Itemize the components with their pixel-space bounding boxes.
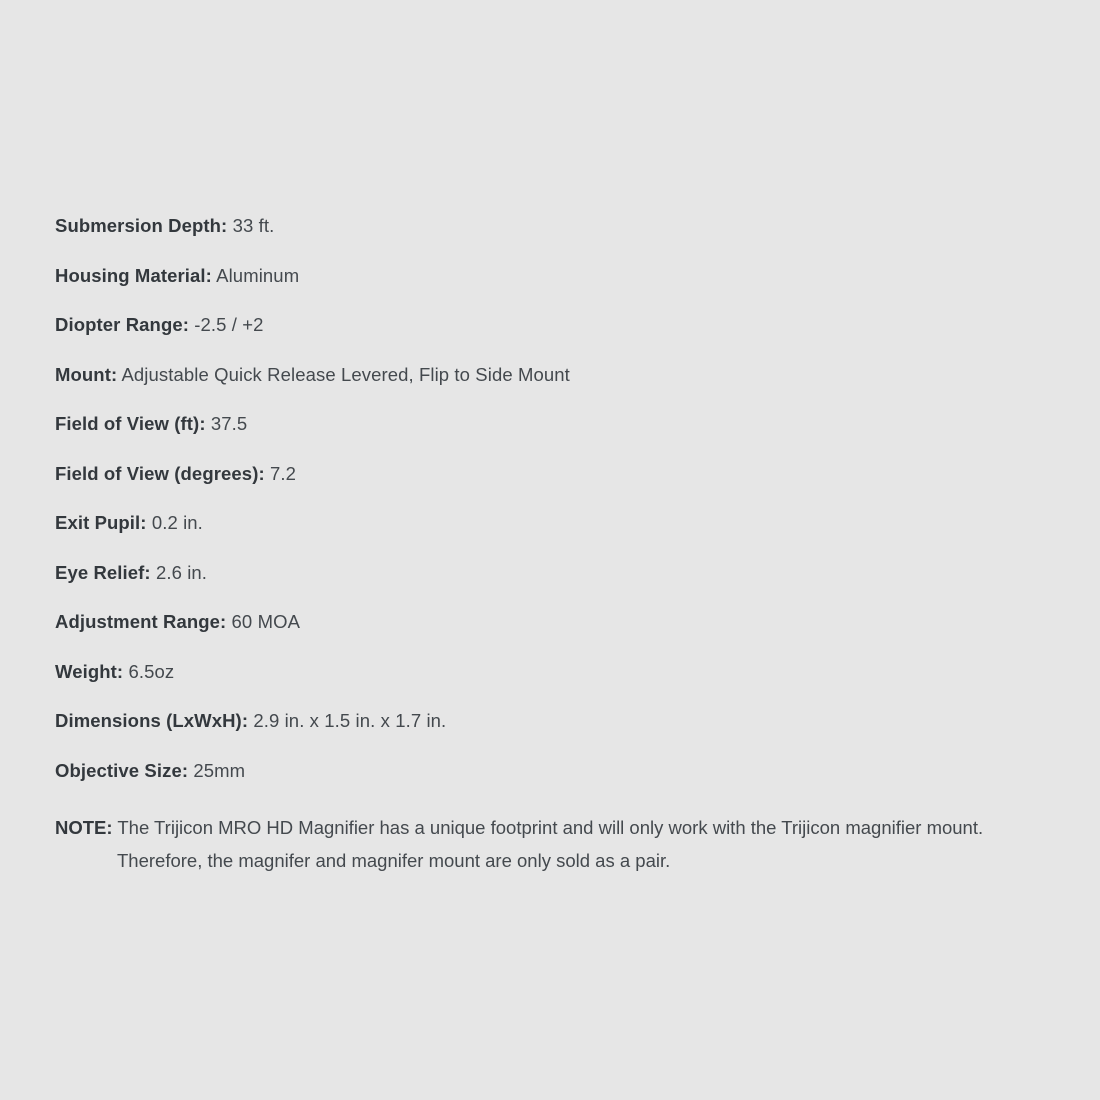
spec-row	[55, 709, 1045, 733]
spec-row	[55, 363, 1045, 387]
spec-row	[55, 264, 1045, 288]
spec-label: Adjustment Range:	[55, 611, 227, 633]
spec-label: Field of View (degrees):	[55, 462, 265, 484]
note-block	[55, 813, 1045, 876]
spec-row	[55, 561, 1045, 585]
spec-value: 2.6 in.	[155, 561, 208, 583]
spec-row	[55, 511, 1045, 535]
note-line-1: The Trijicon MRO HD Magnifier has a unique footprint and will only work with the Trijicon magnifier mount.	[117, 817, 984, 839]
spec-value: -2.5 / +2	[194, 314, 264, 336]
spec-value: 25mm	[193, 760, 246, 782]
spec-label: Mount:	[55, 363, 118, 385]
spec-row	[55, 313, 1045, 337]
spec-label: Exit Pupil:	[55, 512, 147, 534]
spec-label: Submersion Depth:	[55, 215, 228, 236]
note-line-2: Therefore, the magnifer and magnifer mount are only sold as a pair.	[117, 849, 671, 871]
note-label: NOTE:	[55, 817, 113, 839]
spec-row	[55, 214, 1045, 238]
spec-value: 2.9 in. x 1.5 in. x 1.7 in.	[253, 710, 447, 732]
spec-value: 6.5oz	[128, 660, 175, 682]
spec-label: Field of View (ft):	[55, 413, 206, 435]
spec-label: Diopter Range:	[55, 314, 189, 336]
spec-value: 60 MOA	[231, 611, 301, 633]
spec-label: Objective Size:	[55, 760, 189, 782]
spec-value: 37.5	[210, 413, 248, 435]
spec-value: 33 ft.	[232, 215, 275, 236]
spec-row	[55, 660, 1045, 684]
spec-value: Aluminum	[216, 264, 300, 286]
spec-value: 0.2 in.	[151, 512, 203, 534]
spec-label: Eye Relief:	[55, 561, 151, 583]
spec-row	[55, 412, 1045, 436]
spec-row	[55, 462, 1045, 486]
spec-row	[55, 610, 1045, 634]
spec-row	[55, 759, 1045, 783]
spec-label: Weight:	[55, 660, 124, 682]
spec-value: 7.2	[269, 462, 296, 484]
spec-value: Adjustable Quick Release Levered, Flip to Side Mount	[121, 363, 570, 385]
specifications-list	[55, 214, 1045, 783]
spec-label: Dimensions (LxWxH):	[55, 710, 249, 732]
spec-label: Housing Material:	[55, 264, 212, 286]
